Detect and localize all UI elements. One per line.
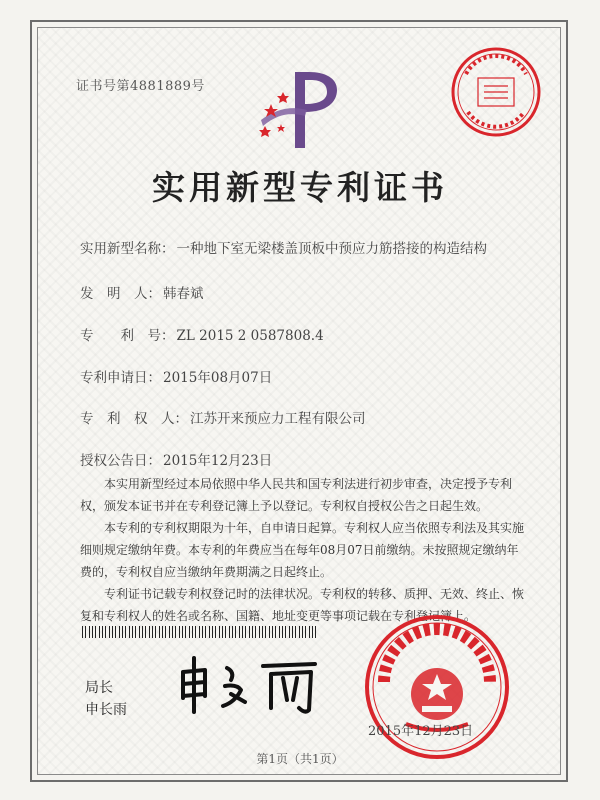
field-label: 发 明 人：	[80, 286, 161, 302]
body-paragraph: 专利证书记载专利权登记时的法律状况。专利权的转移、质押、无效、终止、恢复和专利权人的姓名或名称、国籍、地址变更等事项记载在专利登记簿上。	[80, 587, 525, 623]
field-utility-model-name	[80, 237, 487, 257]
field-patentee	[80, 407, 366, 427]
field-label: 专 利 权 人：	[80, 411, 188, 427]
field-grant-date	[80, 449, 272, 469]
barcode-icon	[82, 626, 318, 638]
field-value: 2015年08月07日	[163, 370, 273, 386]
field-inventor	[80, 282, 204, 302]
field-label: 专 利 号：	[80, 328, 175, 344]
field-value: 江苏开来预应力工程有限公司	[190, 411, 366, 427]
field-label: 实用新型名称：	[80, 241, 175, 257]
national-seal-icon	[362, 612, 512, 762]
field-label: 授权公告日：	[80, 453, 161, 469]
top-right-stamp-icon	[448, 44, 544, 140]
page-indicator: 第1页（共1页）	[256, 752, 344, 766]
field-value: 2015年12月23日	[163, 453, 273, 469]
field-application-date	[80, 366, 272, 386]
signatory-role: 局长	[85, 680, 113, 696]
body-paragraph: 本专利的专利权期限为十年，自申请日起算。专利权人应当依照专利法及其实施细则规定缴纳年费。本专利的年费应当在每年08月07日前缴纳。未按照规定缴纳年费的，专利权自应当缴纳年费期满之日起终止。	[80, 521, 525, 579]
body-paragraph: 本实用新型经过本局依照中华人民共和国专利法进行初步审查，决定授予专利权，颁发本证书并在专利登记簿上予以登记。专利权自授权公告之日起生效。	[80, 477, 513, 513]
field-patent-number	[80, 324, 324, 344]
field-value: 韩春斌	[163, 286, 204, 302]
certificate-title: 实用新型专利证书	[152, 168, 448, 207]
patent-office-logo-icon	[255, 68, 345, 152]
field-value: ZL 2015 2 0587808.4	[176, 328, 324, 344]
certificate-body	[80, 473, 524, 627]
certificate-number: 证书号第4881889号	[76, 79, 205, 94]
field-value: 一种地下室无梁楼盖顶板中预应力筋搭接的构造结构	[176, 241, 487, 257]
field-label: 专利申请日：	[80, 370, 161, 386]
signatory-name: 申长雨	[85, 702, 127, 718]
signature-icon	[175, 650, 325, 720]
seal-date: 2015年12月23日	[368, 724, 474, 739]
